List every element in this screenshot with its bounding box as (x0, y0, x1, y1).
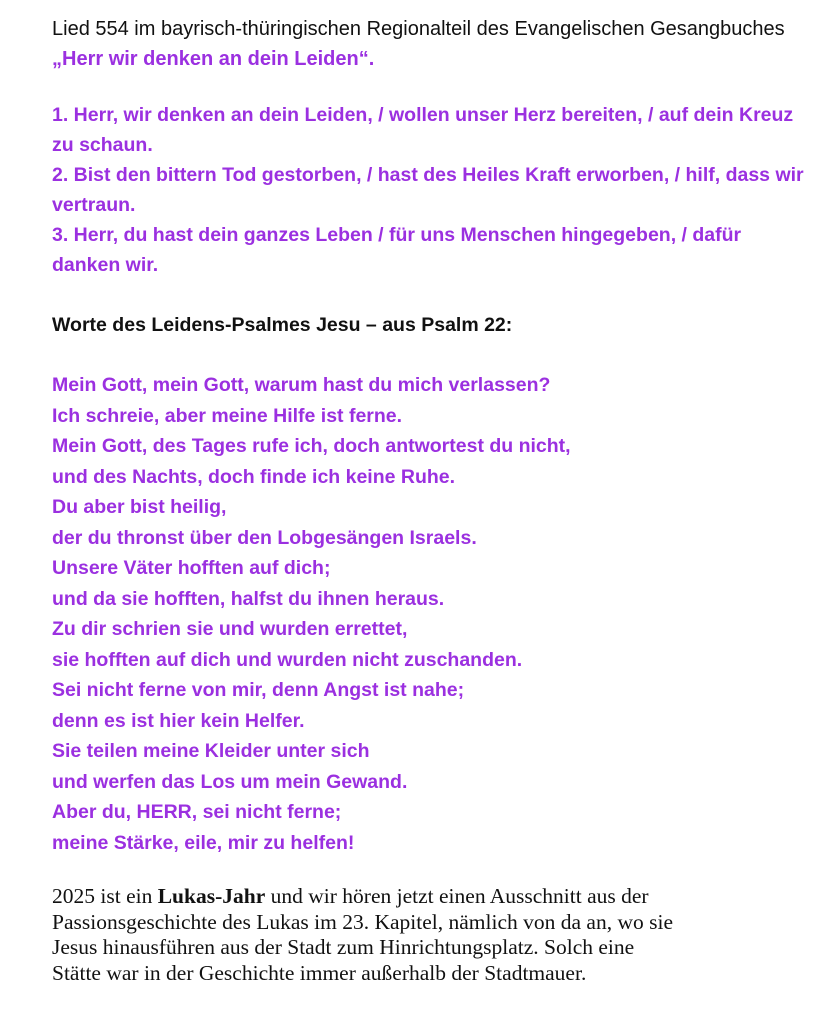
lukas-jahr-emphasis: Lukas-Jahr (157, 884, 266, 908)
closing-line-1-start: 2025 ist ein (52, 884, 158, 908)
psalm-line: Du aber bist heilig, (52, 496, 227, 518)
psalm-line: der du thronst über den Lobgesängen Israels. (52, 526, 477, 549)
psalm-line: Sei nicht ferne von mir, denn Angst ist nahe; (52, 679, 465, 701)
psalm-line: Mein Gott, mein Gott, warum hast du mich verlassen? (52, 374, 551, 396)
hymn-verse-1: 1. Herr, wir denken an dein Leiden, / wollen unser Herz bereiten, / auf dein Kreuz zu schaun. (52, 104, 794, 156)
psalm-line: Zu dir schrien sie und wurden errettet, (52, 618, 408, 640)
psalm-line: und werfen das Los um mein Gewand. (52, 770, 408, 793)
psalm-text (52, 370, 812, 858)
intro-text: Lied 554 im bayrisch-thüringischen Regionalteil des Evangelischen Gesangbuches (52, 18, 785, 40)
psalm-line: und da sie hofften, halfst du ihnen heraus. (52, 587, 445, 610)
psalm-line: Sie teilen meine Kleider unter sich (52, 740, 370, 762)
psalm-line: denn es ist hier kein Helfer. (52, 709, 305, 732)
closing-paragraph (52, 884, 812, 986)
psalm-heading: Worte des Leidens-Psalmes Jesu – aus Psalm 22: (52, 314, 513, 336)
document-page (52, 14, 812, 986)
hymn-title: „Herr wir denken an dein Leiden“. (52, 48, 375, 70)
psalm-line: Unsere Väter hofften auf dich; (52, 557, 331, 579)
closing-line-1 (52, 884, 812, 910)
psalm-line: Aber du, HERR, sei nicht ferne; (52, 801, 342, 823)
psalm-line: sie hofften auf dich und wurden nicht zuschanden. (52, 648, 523, 671)
intro-paragraph (52, 14, 812, 74)
closing-line-2: Passionsgeschichte des Lukas im 23. Kapitel, nämlich von da an, wo sie (52, 909, 673, 934)
psalm-line: meine Stärke, eile, mir zu helfen! (52, 831, 355, 854)
psalm-line: Mein Gott, des Tages rufe ich, doch antwortest du nicht, (52, 435, 571, 457)
psalm-line: und des Nachts, doch finde ich keine Ruhe. (52, 465, 456, 488)
closing-line-3: Jesus hinausführen aus der Stadt zum Hinrichtungsplatz. Solch eine (52, 935, 635, 959)
psalm-line: Ich schreie, aber meine Hilfe ist ferne. (52, 404, 403, 427)
hymn-verses (52, 100, 812, 280)
hymn-verse-2: 2. Bist den bittern Tod gestorben, / hast des Heiles Kraft erworben, / hilf, dass wir vertraun. (52, 164, 804, 216)
hymn-verse-3: 3. Herr, du hast dein ganzes Leben / für uns Menschen hingegeben, / dafür danken wir. (52, 224, 742, 276)
closing-line-4: Stätte war in der Geschichte immer außerhalb der Stadtmauer. (52, 960, 587, 985)
closing-line-1-end: und wir hören jetzt einen Ausschnitt aus der (265, 884, 649, 908)
